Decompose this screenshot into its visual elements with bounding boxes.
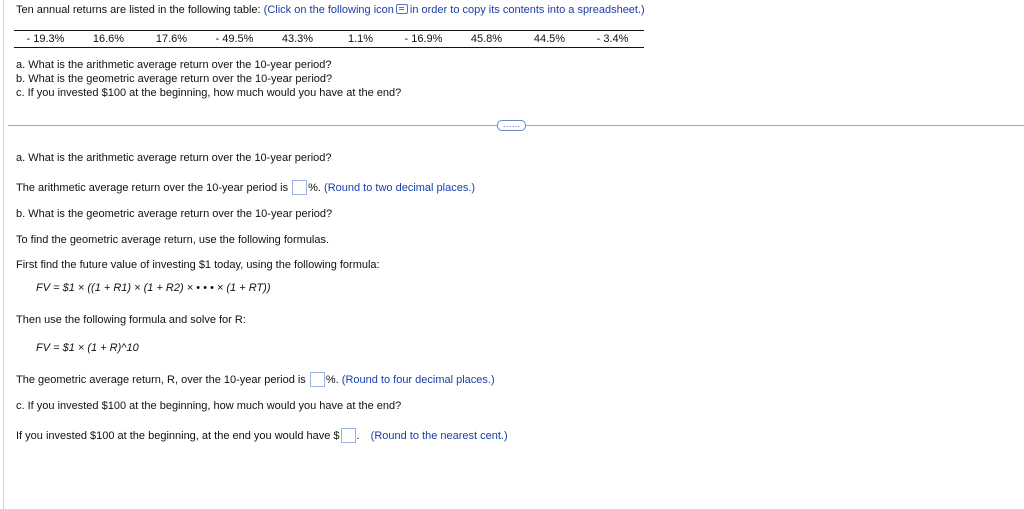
part-c-hint: (Round to the nearest cent.) xyxy=(370,430,508,442)
future-value-formula: FV = $1 × ((1 + R1) × (1 + R2) × • • • × (1 + RT)) xyxy=(36,282,271,294)
part-b-heading: b. What is the geometric average return over the 10-year period? xyxy=(16,208,333,220)
part-b-answer-line xyxy=(16,372,495,387)
return-cell: 44.5% xyxy=(533,33,566,45)
return-cell: - 49.5% xyxy=(215,33,254,45)
question-b: b. What is the geometric average return over the 10-year period? xyxy=(16,73,333,85)
intro-line xyxy=(16,4,645,16)
part-b-hint: (Round to four decimal places.) xyxy=(341,374,495,386)
return-cell: 43.3% xyxy=(281,33,314,45)
part-a-unit: %. xyxy=(308,182,321,194)
intro-text: Ten annual returns are listed in the following table: xyxy=(16,4,261,16)
part-b-first: First find the future value of investing $1 today, using the following formula: xyxy=(16,259,380,271)
question-a: a. What is the arithmetic average return over the 10-year period? xyxy=(16,59,332,71)
part-c-answer-line xyxy=(16,428,508,443)
return-cell: 16.6% xyxy=(92,33,125,45)
geometric-average-input[interactable] xyxy=(310,372,325,387)
future-value-input[interactable] xyxy=(341,428,356,443)
part-a-heading: a. What is the arithmetic average return over the 10-year period? xyxy=(16,152,332,164)
part-c-sentence: If you invested $100 at the beginning, at the end you would have $ xyxy=(16,430,340,442)
part-a-hint: (Round to two decimal places.) xyxy=(324,182,476,194)
copy-link-before[interactable]: (Click on the following icon xyxy=(263,4,394,16)
part-a-answer-line xyxy=(16,180,475,195)
return-cell: 17.6% xyxy=(155,33,188,45)
part-c-unit: . xyxy=(356,430,360,442)
return-cell: - 19.3% xyxy=(26,33,65,45)
part-b-intro: To find the geometric average return, use the following formulas. xyxy=(16,234,330,246)
part-b-unit: %. xyxy=(325,374,339,386)
arithmetic-average-input[interactable] xyxy=(292,180,307,195)
part-b-then: Then use the following formula and solve for R: xyxy=(16,314,246,326)
spreadsheet-copy-icon[interactable] xyxy=(396,4,408,14)
part-c-heading: c. If you invested $100 at the beginning, how much would you have at the end? xyxy=(16,400,402,412)
question-c: c. If you invested $100 at the beginning, how much would you have at the end? xyxy=(16,87,402,99)
return-cell: - 16.9% xyxy=(404,33,443,45)
return-cell: 45.8% xyxy=(470,33,503,45)
returns-table xyxy=(14,30,644,48)
part-a-sentence: The arithmetic average return over the 10-year period is xyxy=(16,182,289,194)
return-cell: - 3.4% xyxy=(596,33,629,45)
part-b-sentence: The geometric average return, R, over the 10-year period is xyxy=(16,374,306,386)
expand-button[interactable]: …… xyxy=(497,120,526,131)
left-border xyxy=(3,0,4,509)
solve-formula: FV = $1 × (1 + R)^10 xyxy=(36,342,139,354)
copy-link-after[interactable]: in order to copy its contents into a spreadsheet.) xyxy=(409,4,645,16)
return-cell: 1.1% xyxy=(347,33,374,45)
